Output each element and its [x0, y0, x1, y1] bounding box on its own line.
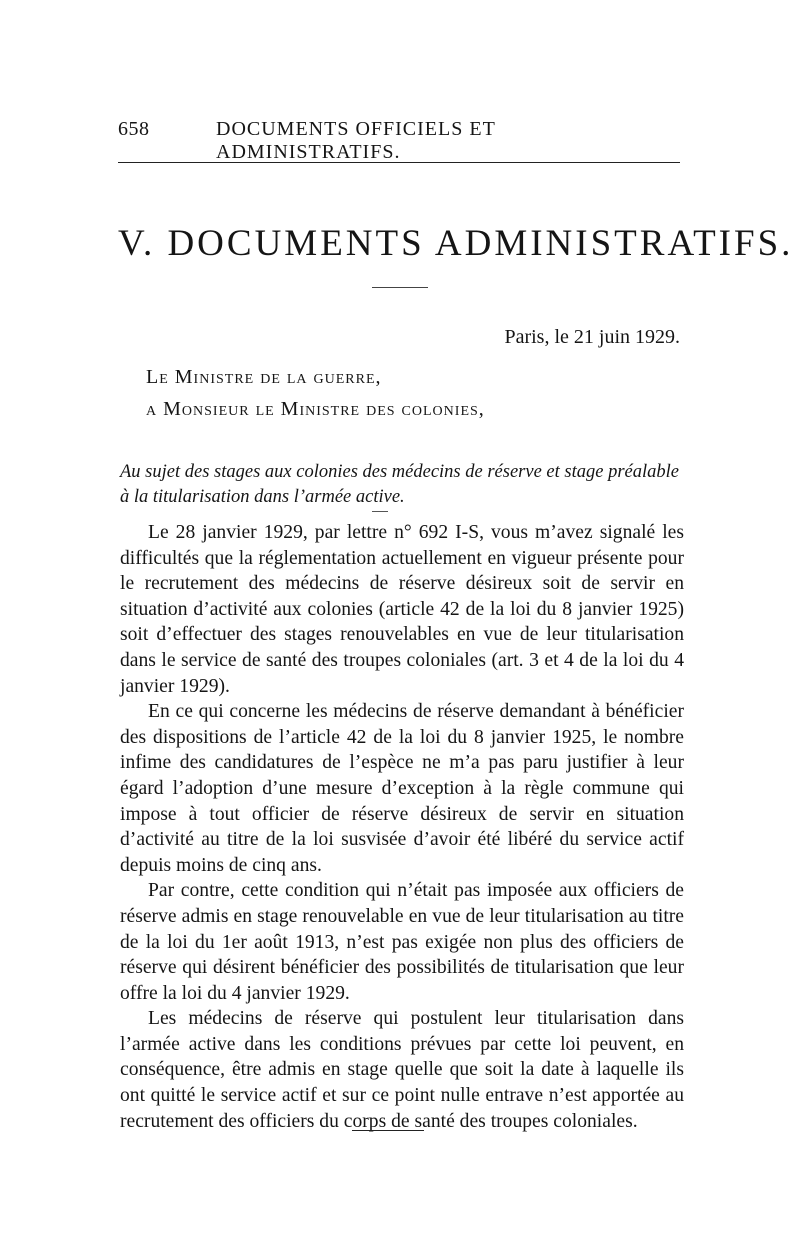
running-head	[118, 118, 680, 163]
body-paragraph-4: Les médecins de réserve qui postulent leur titularisation dans l’armée active dans les conditions prévues par cette loi peuvent, en conséquence, être admis en stage quelle que soit la date à laquelle ils ont quitté le service actif et sur ce point nulle entrave n’est apportée au recrutement des officiers du corps de santé des troupes coloniales.	[120, 1008, 684, 1132]
running-title: DOCUMENTS OFFICIELS ET ADMINISTRATIFS.	[216, 118, 496, 163]
letter-dateline: Paris, le 21 juin 1929.	[504, 326, 680, 348]
body-paragraph-3: Par contre, cette condition qui n’était pas imposée aux officiers de réserve admis en stage renouvelable en vue de leur titularisation au titre de la loi du 1er août 1913, n’est pas exigée non plus des officiers de réserve qui désirent bénéficier des possibilités de titularisation que leur offre la loi du 4 janvier 1929.	[120, 880, 684, 1004]
subject-divider	[372, 511, 388, 512]
letter-recipient: a Monsieur le Ministre des colonies,	[146, 398, 485, 420]
section-title: V. DOCUMENTS ADMINISTRATIFS.	[118, 223, 794, 264]
letter-sender: Le Ministre de la guerre,	[146, 366, 382, 388]
page-number: 658	[118, 118, 150, 140]
body-paragraph-1: Le 28 janvier 1929, par lettre n° 692 I-S, vous m’avez signalé les difficultés que la réglementation actuellement en vigueur présente pour le recrutement des médecins de réserve désireux soit de servir en situation d’activité aux colonies (article 42 de la loi du 8 janvier 1925) soit d’effectuer des stages renouvelables en vue de leur titularisation dans le service de santé des troupes coloniales (art. 3 et 4 de la loi du 4 janvier 1929).	[120, 522, 684, 697]
title-divider	[372, 287, 428, 288]
letter-subject: Au sujet des stages aux colonies des médecins de réserve et stage préalable à la titularisation dans l’armée active.	[120, 462, 679, 507]
body-paragraph-2: En ce qui concerne les médecins de réserve demandant à bénéficier des dispositions de l’article 42 de la loi du 8 janvier 1925, le nombre infime des candidatures de l’espèce ne m’a pas paru justifier à leur égard l’adoption d’une mesure d’exception à la règle commune qui impose à tout officier de réserve désireux de servir en situation d’activité au titre de la loi susvisée d’avoir été libéré du service actif depuis moins de cinq ans.	[120, 701, 684, 876]
closing-divider	[352, 1130, 424, 1131]
letter-body	[120, 520, 684, 1134]
header-divider	[118, 162, 680, 163]
